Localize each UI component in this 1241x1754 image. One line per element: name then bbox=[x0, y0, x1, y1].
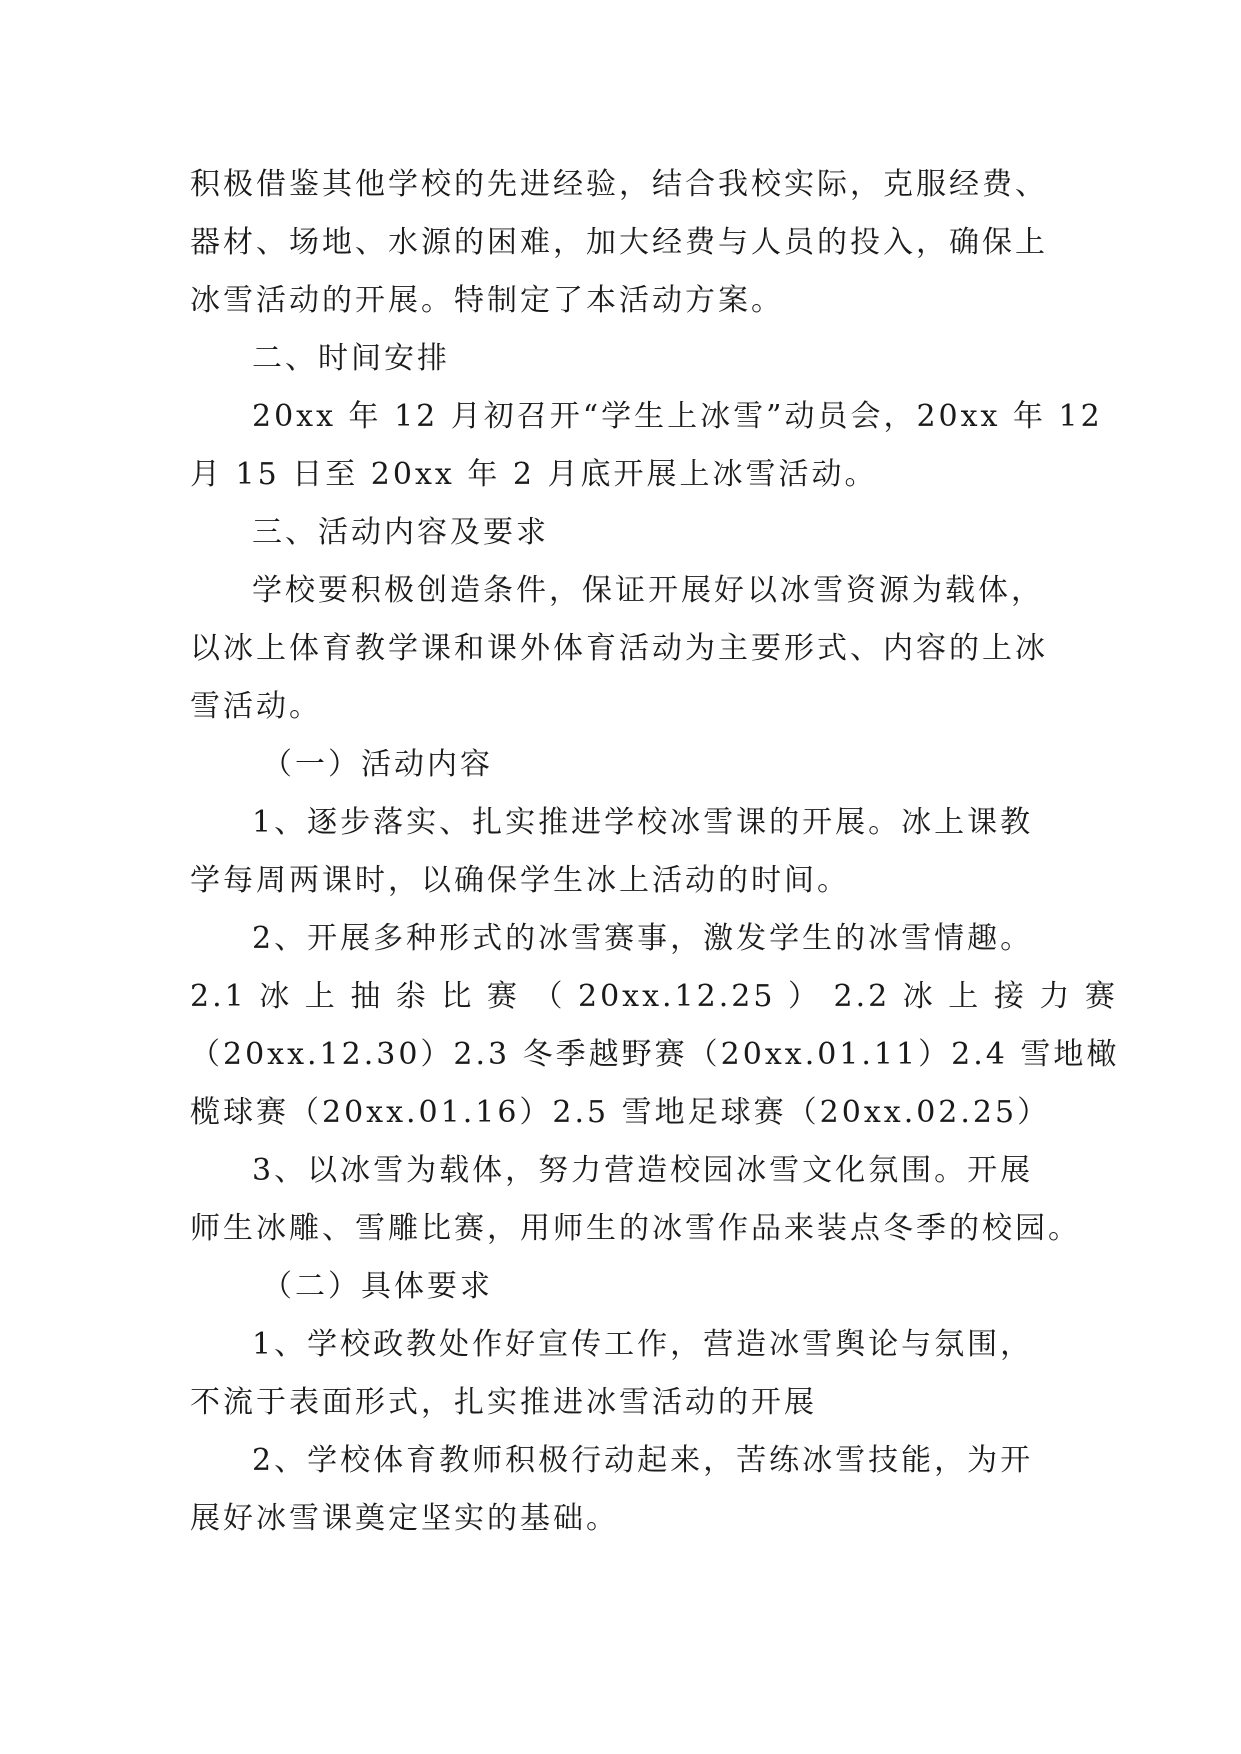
paragraph-line: 榄球赛（20xx.01.16）2.5 雪地足球赛（20xx.02.25） bbox=[190, 1095, 1051, 1130]
paragraph-line: 3、以冰雪为载体，努力营造校园冰雪文化氛围。开展 bbox=[252, 1153, 1034, 1188]
paragraph-line: 冰雪活动的开展。特制定了本活动方案。 bbox=[190, 283, 784, 318]
paragraph-line: 师生冰雕、雪雕比赛，用师生的冰雪作品来装点冬季的校园。 bbox=[190, 1211, 1081, 1246]
paragraph-line: 学每周两课时，以确保学生冰上活动的时间。 bbox=[190, 863, 850, 898]
document-body bbox=[190, 156, 1120, 1548]
section-heading: 二、时间安排 bbox=[252, 341, 450, 376]
paragraph-line: 学校要积极创造条件，保证开展好以冰雪资源为载体， bbox=[252, 573, 1044, 608]
subsection-heading: （一）活动内容 bbox=[262, 747, 493, 782]
paragraph-line: 1、逐步落实、扎实推进学校冰雪课的开展。冰上课教 bbox=[252, 805, 1034, 840]
paragraph-line: 2、学校体育教师积极行动起来，苦练冰雪技能，为开 bbox=[252, 1443, 1034, 1478]
paragraph-line: 以冰上体育教学课和课外体育活动为主要形式、内容的上冰 bbox=[190, 631, 1048, 666]
paragraph-line: 积极借鉴其他学校的先进经验，结合我校实际，克服经费、 bbox=[190, 167, 1048, 202]
paragraph-line: 雪活动。 bbox=[190, 689, 322, 724]
paragraph-line: 1、学校政教处作好宣传工作，营造冰雪舆论与氛围， bbox=[252, 1327, 1034, 1362]
paragraph-line: 器材、场地、水源的困难，加大经费与人员的投入，确保上 bbox=[190, 225, 1048, 260]
subsection-heading: （二）具体要求 bbox=[262, 1269, 493, 1304]
paragraph-line: 不流于表面形式，扎实推进冰雪活动的开展 bbox=[190, 1385, 817, 1420]
paragraph-line: 2.1 冰 上 抽 尜 比 赛 （ 20xx.12.25 ） 2.2 冰 上 接 力 赛 bbox=[190, 979, 1118, 1014]
paragraph-line: 2、开展多种形式的冰雪赛事，激发学生的冰雪情趣。 bbox=[252, 921, 1034, 956]
paragraph-line: （20xx.12.30）2.3 冬季越野赛（20xx.01.11）2.4 雪地橄 bbox=[190, 1037, 1120, 1072]
section-heading: 三、活动内容及要求 bbox=[252, 515, 549, 550]
paragraph-line: 20xx 年 12 月初召开“学生上冰雪”动员会，20xx 年 12 bbox=[252, 399, 1103, 434]
paragraph-line: 月 15 日至 20xx 年 2 月底开展上冰雪活动。 bbox=[190, 457, 878, 492]
paragraph-line: 展好冰雪课奠定坚实的基础。 bbox=[190, 1501, 619, 1536]
